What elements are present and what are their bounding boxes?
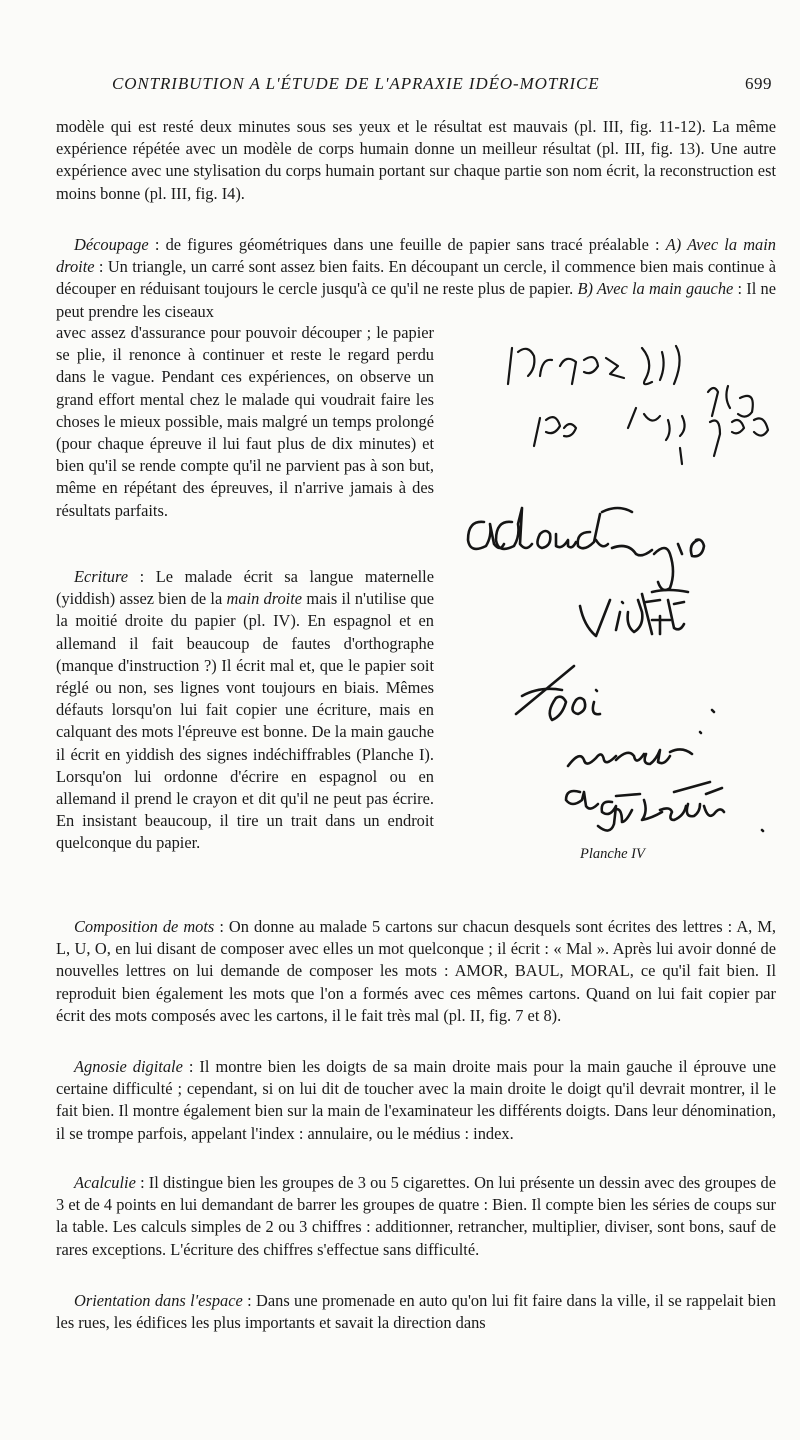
section-label-ecriture: Ecriture xyxy=(74,567,129,586)
decoupage-label-a: Avec la main droite xyxy=(56,235,776,277)
handwriting-specimen-figure xyxy=(456,336,786,856)
paragraph-decoupage-continued: avec assez d'assurance pour pouvoir découper ; le papier se plie, il renonce à continuer et reste le regard perdu dans le vague. Pendant ces expériences, on observe un grand effort mental chez le malade qui voudrait faire les choses le mieux possible, mais malgré un temps prolongé (pour chaque épreuve il lui faut plus de dix minutes) et bien qu'il se rende compte qu'il ne parvient pas à son but, même en répétant des épreuves, il n'arrive jamais à des résultats parfaits. xyxy=(56,323,434,520)
page-number: 699 xyxy=(745,74,772,93)
section-label-orientation: Orientation dans l'espace xyxy=(74,1291,243,1310)
running-title: CONTRIBUTION A L'ÉTUDE DE L'APRAXIE IDÉO-MOTRICE xyxy=(112,74,600,93)
figure-caption: Planche IV xyxy=(580,846,645,862)
handwriting-line-3 xyxy=(516,666,600,720)
paragraph-orientation xyxy=(56,1290,776,1334)
decoupage-text-2: : Un triangle, un carré sont assez bien faits. En découpant un cercle, il commence bien mais continue à découper en réduisant toujours le cercle jusqu'à ce qu'il ne reste plus de papier. xyxy=(56,257,776,299)
decoupage-marker-a: A) xyxy=(665,235,682,254)
paragraph-agnosie xyxy=(56,1056,776,1145)
running-header xyxy=(112,74,776,94)
composition-text: : On donne au malade 5 cartons sur chacun desquels sont écrites des lettres : A, M, L, U, O, en lui disant de composer avec elles un mot quelconque ; il écrit : « Mal ». Après lui avoir donné de nouvelles lettres on lui demande de composer les mots : AMOR, BAUL, MORAL, ce qu'il fait bien. Il reproduit bien également les mots que l'on a formés avec ces mêmes cartons. Quand on lui fait copier par écrit des mots composés avec les cartons, il le fait très mal (pl. II, fig. 7 et 8). xyxy=(56,917,776,1025)
section-label-decoupage: Découpage xyxy=(74,235,149,254)
section-label-acalculie: Acalculie xyxy=(74,1173,136,1192)
paragraph-ecriture xyxy=(56,566,434,855)
agnosie-text: : Il montre bien les doigts de sa main droite mais pour la main gauche il éprouve une certaine difficulté ; cependant, si on lui dit de toucher avec la main droite le doigt qu'il devrait montrer, il le fait bien. Il montre également bien sur la main de l'examinateur les différents doigts. Dans leur dénomination, il se trompe parfois, appelant l'index : annulaire, ou le médius : index. xyxy=(56,1057,776,1143)
handwriting-line-2 xyxy=(580,590,688,636)
decoupage-text-3: : Il ne peut prendre les ciseaux xyxy=(56,279,776,321)
section-label-composition: Composition de mots xyxy=(74,917,215,936)
ecriture-italic-1: main droite xyxy=(226,589,303,609)
section-label-agnosie: Agnosie digitale xyxy=(74,1057,183,1076)
paragraph-intro: modèle qui est resté deux minutes sous ses yeux et le résultat est mauvais (pl. III, fig. 11-12). La même expérience répétée avec un modèle de corps humain donne un meilleur résultat (pl. III, fig. 13). Une autre expérience avec une stylisation du corps humain portant sur chaque partie son nom écrit, la reconstruction est moins bonne (pl. III, fig. I4). xyxy=(56,117,776,203)
decoupage-label-b: Avec la main gauche xyxy=(592,279,734,299)
paragraph-composition xyxy=(56,916,776,1027)
paragraph-acalculie xyxy=(56,1172,776,1261)
handwriting-line-5 xyxy=(566,782,763,831)
ecriture-text-2: mais il n'utilise que la moitié droite du papier (pl. IV). En espagnol et en allemand il fait beaucoup de fautes d'orthographe (manque d'instruction ?) Il écrit mal et, que le papier soit réglé ou non, ses lignes vont toujours en biais. Mêmes défauts lorsqu'on lui fait copier une écriture, mais en calquant des mots l'épreuve est bonne. De la main gauche il écrit en yiddish des signes indéchiffrables (Planche I). Lorsqu'on lui ordonne d'écrire en espagnol ou en allemand il prend le crayon et dit qu'il ne peut pas écrire. En insistant beaucoup, il tire un trait dans un endroit quelconque du papier. xyxy=(56,589,434,853)
acalculie-text: : Il distingue bien les groupes de 3 ou 5 cigarettes. On lui présente un dessin avec des groupes de 3 et de 4 points en lui demandant de barrer les groupes de quatre : Bien. Il compte bien les séries de coups sur la table. Les calculs simples de 2 ou 3 chiffres : additionner, retrancher, multiplier, diviser, sont bons, sauf de rares exceptions. L'écriture des chiffres s'effectue sans difficulté. xyxy=(56,1173,776,1259)
handwriting-line-4 xyxy=(568,710,714,766)
handwriting-line-1 xyxy=(468,508,704,590)
paragraph-decoupage xyxy=(56,234,776,323)
orientation-text: : Dans une promenade en auto qu'on lui fit faire dans la ville, il se rappelait bien les rues, les édifices les plus importants et savait la direction dans xyxy=(56,1291,776,1333)
ecriture-text-1: : Le malade écrit sa langue maternelle (yiddish) assez bien de la xyxy=(56,567,434,609)
decoupage-marker-b: B) xyxy=(577,279,593,299)
handwriting-scrawl-top xyxy=(508,346,768,464)
decoupage-text-1: : de figures géométriques dans une feuille de papier sans tracé préalable : xyxy=(148,235,666,254)
